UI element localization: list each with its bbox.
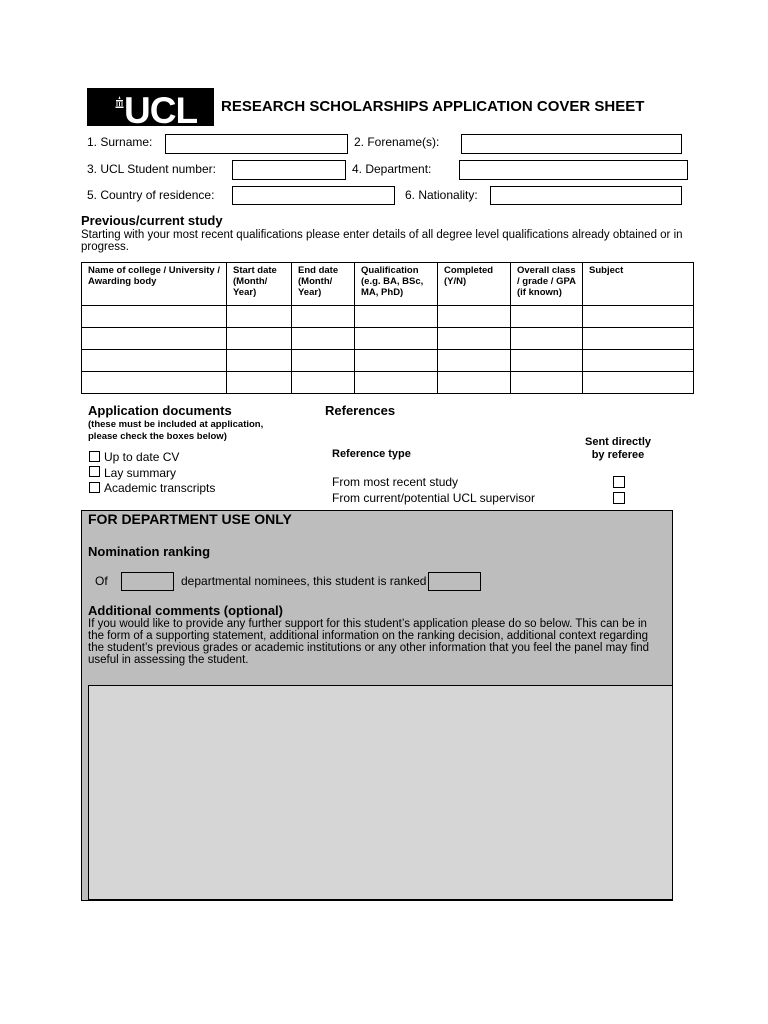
table-cell[interactable] [438,350,511,372]
column-header: Start date (Month/ Year) [227,263,292,306]
portico-icon [115,96,124,108]
table-cell[interactable] [292,306,355,328]
table-row [82,372,694,394]
table-cell[interactable] [438,306,511,328]
additional-comments-heading: Additional comments (optional) [88,603,283,618]
table-cell[interactable] [292,372,355,394]
transcripts-checkbox[interactable] [89,482,100,493]
table-row [82,306,694,328]
department-label: 4. Department: [352,162,432,176]
table-cell[interactable] [227,306,292,328]
table-cell[interactable] [82,306,227,328]
table-cell[interactable] [355,350,438,372]
nationality-label: 6. Nationality: [405,188,478,202]
additional-comments-text: If you would like to provide any further support for this student’s application please do so below. This can be in the form of a supporting statement, additional information on the ranking decision, additional context regarding the student’s previous grades or academic institutions or any other information that you feel the panel may find useful in assessing the student. [88,618,650,666]
column-header: Subject [583,263,694,306]
rank-field[interactable] [428,572,481,591]
table-cell[interactable] [355,328,438,350]
comments-textarea[interactable] [88,685,673,900]
documents-heading: Application documents [88,403,232,418]
surname-field[interactable] [165,134,348,154]
study-table [81,262,694,394]
lay-summary-label: Lay summary [104,466,177,480]
table-cell[interactable] [82,372,227,394]
table-cell[interactable] [82,328,227,350]
documents-note: (these must be included at application, please check the boxes below) [88,419,264,442]
nationality-field[interactable] [490,186,682,205]
table-cell[interactable] [355,372,438,394]
references-heading: References [325,403,396,418]
table-cell[interactable] [583,306,694,328]
sent-by-referee-header: Sent directly by referee [584,436,652,461]
table-cell[interactable] [583,350,694,372]
reference-recent-study-checkbox[interactable] [613,476,625,488]
of-label: Of [95,574,108,588]
forenames-label: 2. Forename(s): [354,135,440,149]
table-cell[interactable] [227,350,292,372]
table-cell[interactable] [438,328,511,350]
student-number-field[interactable] [232,160,346,180]
nominee-count-field[interactable] [121,572,174,591]
table-cell[interactable] [583,328,694,350]
column-header: Completed (Y/N) [438,263,511,306]
reference-recent-study-label: From most recent study [332,475,459,489]
cv-label: Up to date CV [104,450,180,464]
table-cell[interactable] [511,372,583,394]
column-header: Overall class / grade / GPA (if known) [511,263,583,306]
table-cell[interactable] [292,328,355,350]
table-cell[interactable] [583,372,694,394]
table-row [82,328,694,350]
ucl-logo [87,88,214,131]
reference-supervisor-label: From current/potential UCL supervisor [332,491,535,505]
reference-type-header: Reference type [332,448,411,460]
column-header: End date (Month/ Year) [292,263,355,306]
ranking-sentence-label: departmental nominees, this student is ranked [181,574,427,588]
table-cell[interactable] [227,372,292,394]
study-table-header [82,263,694,306]
table-cell[interactable] [227,328,292,350]
table-cell[interactable] [511,306,583,328]
table-cell[interactable] [355,306,438,328]
department-use-heading: FOR DEPARTMENT USE ONLY [88,511,292,527]
country-field[interactable] [232,186,395,205]
department-field[interactable] [459,160,688,180]
column-header: Qualification (e.g. BA, BSc, MA, PhD) [355,263,438,306]
table-cell[interactable] [438,372,511,394]
transcripts-label: Academic transcripts [104,481,216,495]
cv-checkbox[interactable] [89,451,100,462]
table-cell[interactable] [511,328,583,350]
reference-supervisor-checkbox[interactable] [613,492,625,504]
column-header: Name of college / University / Awarding body [82,263,227,306]
table-cell[interactable] [511,350,583,372]
lay-summary-checkbox[interactable] [89,466,100,477]
study-heading: Previous/current study [81,213,223,228]
surname-label: 1. Surname: [87,135,153,149]
table-row [82,350,694,372]
student-number-label: 3. UCL Student number: [87,162,216,176]
country-label: 5. Country of residence: [87,188,215,202]
page-title: RESEARCH SCHOLARSHIPS APPLICATION COVER SHEET [221,98,645,115]
nomination-ranking-heading: Nomination ranking [88,544,211,559]
forenames-field[interactable] [461,134,682,154]
logo-text: UCL [124,90,198,131]
table-cell[interactable] [292,350,355,372]
table-cell[interactable] [82,350,227,372]
study-intro: Starting with your most recent qualifications please enter details of all degree level qualifications already obtained or in progress. [81,229,683,253]
